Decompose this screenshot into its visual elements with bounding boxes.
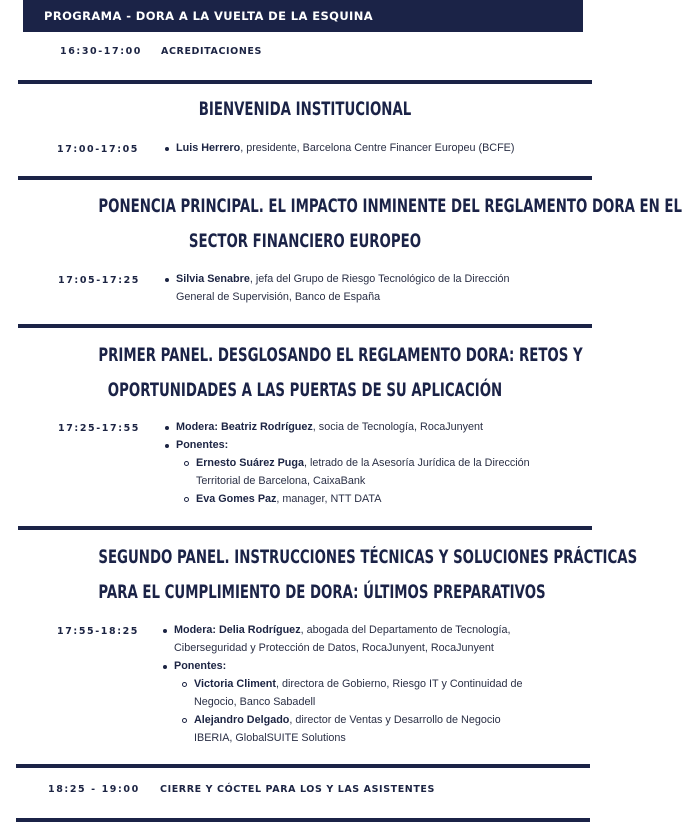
speaker-name: Silvia Senabre [176,273,250,285]
welcome-title [98,92,511,127]
moderator-label: Modera: [174,624,219,636]
moderator-label: Modera: [176,421,221,433]
panel1-title-line: OPORTUNIDADES A LAS PUERTAS DE SU APLICACIÓN [107,380,503,401]
divider [18,324,592,328]
speaker-name: Victoria Climent [194,678,276,690]
closing-time: 18:25 - 19:00 [48,784,140,795]
speaker-role: , jefa del Grupo de Riesgo Tecnológico de la Dirección [249,273,510,285]
speaker-role: , director de Ventas y Desarrollo de Negocio [289,714,501,726]
speaker-name: Ernesto Suárez Puga [196,457,305,469]
speaker-name: Luis Herrero [176,142,241,154]
moderator-role: , abogada del Departamento de Tecnología, [300,624,511,636]
accreditation-time: 16:30-17:00 [60,46,143,57]
list-item [161,657,522,675]
panel2-title-line: SEGUNDO PANEL. INSTRUCCIONES TÉCNICAS Y SOLUCIONES PRÁCTICAS [98,547,638,568]
speaker-role: , directora de Gobierno, Riesgo IT y Continuidad de [276,678,523,690]
moderator-name: Beatriz Rodríguez [221,421,313,433]
speaker-name: Eva Gomes Paz [196,493,277,505]
speaker-role: , manager, NTT DATA [276,493,382,505]
divider [18,80,592,84]
moderator-role-continued: Ciberseguridad y Protección de Datos, RocaJunyent, RocaJunyent [174,642,494,654]
speaker-role-continued: Negocio, Banco Sabadell [194,696,316,708]
moderator-role: , socia de Tecnología, RocaJunyent [312,421,484,433]
speakers-label: Ponentes: [174,660,227,672]
list-item [163,139,514,157]
panel2-speakers [161,621,522,747]
welcome-time: 17:00-17:05 [57,144,140,155]
panel1-title-line: PRIMER PANEL. DESGLOSANDO EL REGLAMENTO DORA: RETOS Y [98,345,583,366]
welcome-speakers [163,139,514,157]
list-item [163,418,530,436]
speaker-role: , letrado de la Asesoría Jurídica de la Dirección [304,457,530,469]
speakers-label: Ponentes: [176,439,229,451]
panel2-title [98,540,638,610]
list-item [161,675,522,693]
keynote-title-line: SECTOR FINANCIERO EUROPEO [188,231,422,252]
program-title: PROGRAMA - DORA A LA VUELTA DE LA ESQUINA [44,9,374,23]
speaker-name: Alejandro Delgado [194,714,290,726]
divider [16,764,590,768]
list-item [163,490,530,508]
list-item [161,621,522,639]
list-item [163,454,530,472]
divider [18,526,592,530]
panel1-title [98,338,583,408]
speaker-role-continued: IBERIA, GlobalSUITE Solutions [194,732,346,744]
list-item [163,270,510,288]
welcome-title-text: BIENVENIDA INSTITUCIONAL [198,99,412,120]
divider [18,176,592,180]
list-item [163,436,530,454]
closing-label: CIERRE Y CÓCTEL PARA LOS Y LAS ASISTENTES [160,784,435,795]
keynote-title [98,189,682,259]
panel1-time: 17:25-17:55 [58,423,141,434]
program-header [23,0,583,32]
keynote-time: 17:05-17:25 [58,275,141,286]
moderator-name: Delia Rodríguez [219,624,301,636]
list-item [161,711,522,729]
keynote-title-line: PONENCIA PRINCIPAL. EL IMPACTO INMINENTE DEL REGLAMENTO DORA EN EL [98,196,682,217]
speaker-role-continued: Territorial de Barcelona, CaixaBank [196,475,366,487]
panel2-time: 17:55-18:25 [57,626,140,637]
keynote-speakers [163,270,510,306]
accreditation-label: ACREDITACIONES [161,46,262,57]
speaker-role: , presidente, Barcelona Centre Financer Europeu (BCFE) [240,142,515,154]
panel1-speakers [163,418,530,508]
panel2-title-line: PARA EL CUMPLIMIENTO DE DORA: ÚLTIMOS PREPARATIVOS [98,582,546,603]
divider [16,818,590,822]
speaker-role-continued: General de Supervisión, Banco de España [176,291,381,303]
